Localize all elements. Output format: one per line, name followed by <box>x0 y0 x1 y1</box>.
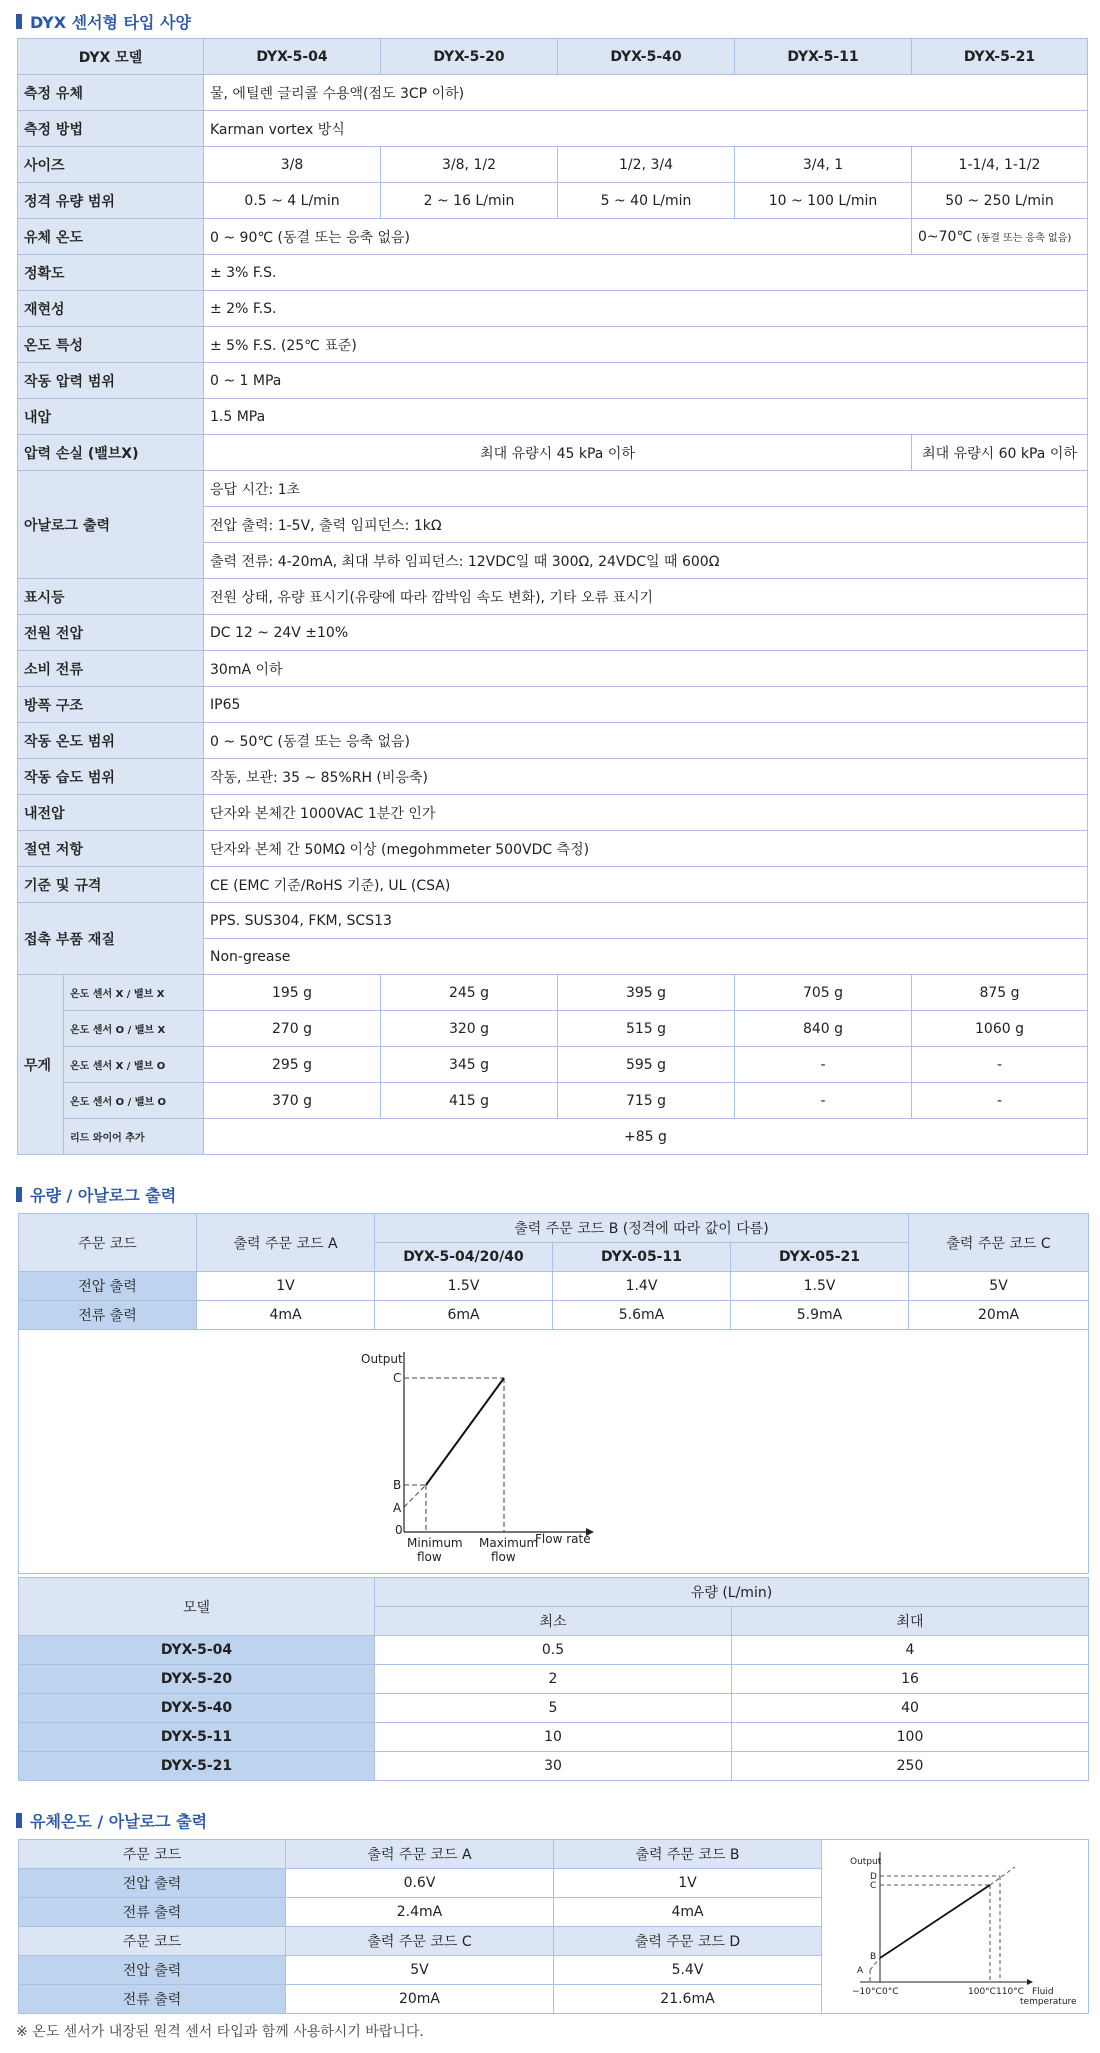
row-label: 방폭 구조 <box>18 687 204 723</box>
row-label: 정확도 <box>18 255 204 291</box>
title-bar-icon <box>16 14 22 29</box>
weight-cell: 515 g <box>558 1011 735 1047</box>
temp-output-graph <box>830 1842 1080 2012</box>
row-label: 측정 유체 <box>18 75 204 111</box>
spec-row-proof <box>18 399 1088 435</box>
x-label: Flow rate <box>534 1531 591 1546</box>
max-header: 최대 <box>732 1607 1089 1636</box>
row-value: 전원 상태, 유량 표시기(유량에 따라 깜박임 속도 변화), 기타 오류 표시기 <box>204 579 1088 615</box>
model-col: DYX-5-40 <box>558 39 735 75</box>
temp-main: 0~70℃ <box>918 228 973 245</box>
size-cell: 1-1/4, 1-1/2 <box>912 147 1088 183</box>
flow-range-row <box>19 1636 1089 1665</box>
spec-row-repeat <box>18 291 1088 327</box>
current-label: 전류 출력 <box>19 1301 197 1330</box>
max-cell: 100 <box>732 1723 1089 1752</box>
temp-section-title <box>16 1809 207 1832</box>
max-label: Maximum <box>478 1535 538 1550</box>
origin-label: 0 <box>394 1522 403 1537</box>
flow-range-row <box>19 1752 1089 1781</box>
b-model-header: DYX-5-04/20/40 <box>375 1243 553 1272</box>
weight-cell: 370 g <box>204 1083 381 1119</box>
tick-c: C <box>870 1880 877 1891</box>
x-tick-0: 0°C <box>882 1986 899 1997</box>
voltage-cell: 1V <box>554 1869 822 1898</box>
a-dashed-line <box>404 1485 426 1507</box>
weight-sub-label: 온도 센서 X / 밸브 O <box>64 1047 204 1083</box>
flow-range-row <box>19 1723 1089 1752</box>
flow-cell: 2 ~ 16 L/min <box>381 183 558 219</box>
spec-row-insulation <box>18 831 1088 867</box>
graph-y-label: Output <box>360 1351 403 1366</box>
current-cell: 5.6mA <box>553 1301 731 1330</box>
row-value: Karman vortex 방식 <box>204 111 1088 147</box>
tick-a: A <box>392 1500 401 1515</box>
spec-row-humidity <box>18 759 1088 795</box>
temp-title-text: 유체온도 / 아날로그 출력 <box>30 1812 208 1831</box>
row-value: ± 3% F.S. <box>204 255 1088 291</box>
title-bar-icon <box>16 1187 22 1202</box>
spec-row-rated-flow <box>18 183 1088 219</box>
row-label: 작동 습도 범위 <box>18 759 204 795</box>
weight-cell: 195 g <box>204 975 381 1011</box>
spec-row-loss <box>18 435 1088 471</box>
min-label-2: flow <box>416 1549 442 1564</box>
min-label: Minimum <box>406 1535 463 1550</box>
row-value: IP65 <box>204 687 1088 723</box>
row-value-21: 최대 유량시 60 kPa 이하 <box>912 435 1088 471</box>
weight-cell: - <box>912 1047 1088 1083</box>
code-d-header: 출력 주문 코드 D <box>554 1927 822 1956</box>
model-cell: DYX-5-04 <box>19 1636 375 1665</box>
size-cell: 3/8 <box>204 147 381 183</box>
row-value: 전압 출력: 1-5V, 출력 임피던스: 1kΩ <box>204 507 1088 543</box>
spec-table <box>17 38 1088 1155</box>
lead-wire-label: 리드 와이어 추가 <box>64 1119 204 1155</box>
spec-row-size <box>18 147 1088 183</box>
row-label: 표시등 <box>18 579 204 615</box>
weight-cell: 245 g <box>381 975 558 1011</box>
row-value: 최대 유량시 45 kPa 이하 <box>204 435 912 471</box>
max-cell: 4 <box>732 1636 1089 1665</box>
temp-output-table <box>18 1839 1089 2014</box>
row-value: 0 ~ 50℃ (동결 또는 응축 없음) <box>204 723 1088 759</box>
voltage-cell: 5.4V <box>554 1956 822 1985</box>
code-c-header: 출력 주문 코드 C <box>286 1927 554 1956</box>
flow-graph-cell <box>19 1330 1089 1574</box>
current-cell: 20mA <box>909 1301 1089 1330</box>
model-cell: DYX-5-40 <box>19 1694 375 1723</box>
current-cell: 20mA <box>286 1985 554 2014</box>
spec-row-accuracy <box>18 255 1088 291</box>
x-tick-100: 100°C <box>968 1986 996 1997</box>
weight-sub-label: 온도 센서 O / 밸브 X <box>64 1011 204 1047</box>
spec-section-title <box>16 10 191 33</box>
flow-output-table <box>18 1213 1089 1574</box>
flow-output-header <box>19 1214 1089 1243</box>
model-col: DYX-5-21 <box>912 39 1088 75</box>
size-cell: 1/2, 3/4 <box>558 147 735 183</box>
row-label: 아날로그 출력 <box>18 471 204 579</box>
weight-cell: 395 g <box>558 975 735 1011</box>
x-tick-110: 110°C <box>996 1986 1024 1997</box>
code-b-header: 출력 주문 코드 B (정격에 따라 값이 다름) <box>375 1214 909 1243</box>
spec-row-protect <box>18 687 1088 723</box>
temp-header-1 <box>19 1840 1089 1869</box>
spec-title-text: DYX 센서형 타입 사양 <box>30 13 191 32</box>
voltage-label: 전압 출력 <box>19 1956 286 1985</box>
row-value: 출력 전류: 4-20mA, 최대 부하 임피던스: 12VDC일 때 300Ω, 24VDC일 때 600Ω <box>204 543 1088 579</box>
min-cell: 30 <box>375 1752 732 1781</box>
weight-cell: 320 g <box>381 1011 558 1047</box>
current-cell: 5.9mA <box>731 1301 909 1330</box>
code-b-header: 출력 주문 코드 B <box>554 1840 822 1869</box>
order-code-header: 주문 코드 <box>19 1214 197 1272</box>
spec-row-analog-1 <box>18 471 1088 507</box>
min-cell: 5 <box>375 1694 732 1723</box>
weight-cell: 595 g <box>558 1047 735 1083</box>
row-label: 소비 전류 <box>18 651 204 687</box>
row-label: 정격 유량 범위 <box>18 183 204 219</box>
row-value: 응답 시간: 1초 <box>204 471 1088 507</box>
voltage-cell: 0.6V <box>286 1869 554 1898</box>
flow-graph-row <box>19 1330 1089 1574</box>
flow-cell: 50 ~ 250 L/min <box>912 183 1088 219</box>
weight-row <box>18 975 1088 1011</box>
code-a-header: 출력 주문 코드 A <box>197 1214 375 1272</box>
spec-row-temp-char <box>18 327 1088 363</box>
flow-range-table <box>18 1577 1089 1781</box>
min-cell: 10 <box>375 1723 732 1752</box>
current-label: 전류 출력 <box>19 1985 286 2014</box>
spec-row-method <box>18 111 1088 147</box>
voltage-cell: 1.5V <box>375 1272 553 1301</box>
spec-header-row <box>18 39 1088 75</box>
row-label: 유체 온도 <box>18 219 204 255</box>
flow-cell: 5 ~ 40 L/min <box>558 183 735 219</box>
row-label: 전원 전압 <box>18 615 204 651</box>
model-cell: DYX-5-21 <box>19 1752 375 1781</box>
output-line <box>880 1885 990 1958</box>
row-label: 사이즈 <box>18 147 204 183</box>
current-cell: 21.6mA <box>554 1985 822 2014</box>
weight-cell: 295 g <box>204 1047 381 1083</box>
row-value: 물, 에틸렌 글리콜 수용액(점도 3CP 이하) <box>204 75 1088 111</box>
weight-row <box>18 1047 1088 1083</box>
weight-sub-label: 온도 센서 X / 밸브 X <box>64 975 204 1011</box>
current-row <box>19 1301 1089 1330</box>
min-header: 최소 <box>375 1607 732 1636</box>
output-line <box>426 1378 504 1485</box>
row-label: 작동 온도 범위 <box>18 723 204 759</box>
weight-cell: 415 g <box>381 1083 558 1119</box>
weight-label: 무게 <box>18 975 64 1155</box>
row-value-21 <box>912 219 1088 255</box>
weight-cell: 840 g <box>735 1011 912 1047</box>
current-cell: 6mA <box>375 1301 553 1330</box>
spec-row-current <box>18 651 1088 687</box>
min-cell: 0.5 <box>375 1636 732 1665</box>
flow-cell: 0.5 ~ 4 L/min <box>204 183 381 219</box>
temp-note: (동결 또는 응축 없음) <box>976 232 1072 244</box>
lead-wire-row <box>18 1119 1088 1155</box>
row-value: ± 5% F.S. (25℃ 표준) <box>204 327 1088 363</box>
tick-c: C <box>392 1370 401 1385</box>
weight-row <box>18 1083 1088 1119</box>
spec-row-pressure-range <box>18 363 1088 399</box>
spec-row-standard <box>18 867 1088 903</box>
x-label-2: temperature <box>1020 1996 1077 2007</box>
spec-row-indicator <box>18 579 1088 615</box>
row-label: 접촉 부품 재질 <box>18 903 204 975</box>
flow-header: 유량 (L/min) <box>375 1578 1089 1607</box>
row-value: ± 2% F.S. <box>204 291 1088 327</box>
weight-sub-label: 온도 센서 O / 밸브 O <box>64 1083 204 1119</box>
model-col: DYX-5-04 <box>204 39 381 75</box>
x-label: Fluid <box>1032 1986 1054 1997</box>
weight-cell: - <box>735 1083 912 1119</box>
model-cell: DYX-5-11 <box>19 1723 375 1752</box>
row-label: 작동 압력 범위 <box>18 363 204 399</box>
row-label: 측정 방법 <box>18 111 204 147</box>
max-cell: 250 <box>732 1752 1089 1781</box>
size-cell: 3/8, 1/2 <box>381 147 558 183</box>
row-value: 0 ~ 1 MPa <box>204 363 1088 399</box>
weight-cell: 1060 g <box>912 1011 1088 1047</box>
lead-wire-value: +85 g <box>204 1119 1088 1155</box>
row-value: CE (EMC 기준/RoHS 기준), UL (CSA) <box>204 867 1088 903</box>
flow-title-text: 유량 / 아날로그 출력 <box>30 1186 177 1205</box>
row-value: 단자와 본체 간 50MΩ 이상 (megohmmeter 500VDC 측정) <box>204 831 1088 867</box>
spec-row-material-1 <box>18 903 1088 939</box>
row-value: 1.5 MPa <box>204 399 1088 435</box>
current-cell: 4mA <box>554 1898 822 1927</box>
flow-range-row <box>19 1694 1089 1723</box>
graph-y-label: Output <box>850 1856 882 1867</box>
row-label: 온도 특성 <box>18 327 204 363</box>
order-code-header: 주문 코드 <box>19 1927 286 1956</box>
b-model-header: DYX-05-21 <box>731 1243 909 1272</box>
model-header: 모델 <box>19 1578 375 1636</box>
model-header: DYX 모델 <box>18 39 204 75</box>
spec-row-fluid-temp <box>18 219 1088 255</box>
spec-row-fluid <box>18 75 1088 111</box>
current-cell: 4mA <box>197 1301 375 1330</box>
title-bar-icon <box>16 1813 22 1828</box>
spec-row-op-temp <box>18 723 1088 759</box>
flow-section-title <box>16 1183 176 1206</box>
model-col: DYX-5-11 <box>735 39 912 75</box>
voltage-cell: 1V <box>197 1272 375 1301</box>
voltage-cell: 1.4V <box>553 1272 731 1301</box>
flow-range-row <box>19 1665 1089 1694</box>
tick-d: D <box>870 1871 877 1882</box>
weight-cell: 875 g <box>912 975 1088 1011</box>
row-value: 단자와 본체간 1000VAC 1분간 인가 <box>204 795 1088 831</box>
tick-a: A <box>857 1965 864 1976</box>
model-cell: DYX-5-20 <box>19 1665 375 1694</box>
weight-cell: - <box>912 1083 1088 1119</box>
max-label-2: flow <box>490 1549 516 1564</box>
weight-cell: 270 g <box>204 1011 381 1047</box>
min-cell: 2 <box>375 1665 732 1694</box>
row-label: 기준 및 규격 <box>18 867 204 903</box>
voltage-cell: 1.5V <box>731 1272 909 1301</box>
row-label: 절연 저항 <box>18 831 204 867</box>
current-label: 전류 출력 <box>19 1898 286 1927</box>
row-value: DC 12 ~ 24V ±10% <box>204 615 1088 651</box>
row-value: 0 ~ 90℃ (동결 또는 응축 없음) <box>204 219 912 255</box>
current-cell: 2.4mA <box>286 1898 554 1927</box>
voltage-label: 전압 출력 <box>19 1869 286 1898</box>
max-cell: 16 <box>732 1665 1089 1694</box>
x-tick-m10: −10°C <box>852 1986 882 1997</box>
row-label: 내전압 <box>18 795 204 831</box>
spec-row-withstand <box>18 795 1088 831</box>
row-value: 30mA 이하 <box>204 651 1088 687</box>
row-label: 내압 <box>18 399 204 435</box>
flow-range-header <box>19 1578 1089 1607</box>
voltage-label: 전압 출력 <box>19 1272 197 1301</box>
weight-cell: 715 g <box>558 1083 735 1119</box>
spec-row-power <box>18 615 1088 651</box>
row-value: 작동, 보관: 35 ~ 85%RH (비응축) <box>204 759 1088 795</box>
footnote: ※ 온도 센서가 내장된 원격 센서 타입과 함께 사용하시기 바랍니다. <box>16 2024 424 2040</box>
voltage-cell: 5V <box>909 1272 1089 1301</box>
model-col: DYX-5-20 <box>381 39 558 75</box>
flow-cell: 10 ~ 100 L/min <box>735 183 912 219</box>
max-cell: 40 <box>732 1694 1089 1723</box>
row-value: Non-grease <box>204 939 1088 975</box>
row-value: PPS. SUS304, FKM, SCS13 <box>204 903 1088 939</box>
x-arrow-icon <box>1027 1979 1033 1985</box>
code-a-header: 출력 주문 코드 A <box>286 1840 554 1869</box>
temp-graph-cell <box>822 1840 1089 2014</box>
weight-row <box>18 1011 1088 1047</box>
row-label: 재현성 <box>18 291 204 327</box>
size-cell: 3/4, 1 <box>735 147 912 183</box>
order-code-header: 주문 코드 <box>19 1840 286 1869</box>
voltage-row <box>19 1272 1089 1301</box>
code-c-header: 출력 주문 코드 C <box>909 1214 1089 1272</box>
flow-output-graph <box>349 1337 669 1567</box>
weight-cell: 345 g <box>381 1047 558 1083</box>
tick-b: B <box>392 1477 401 1492</box>
b-model-header: DYX-05-11 <box>553 1243 731 1272</box>
tick-b: B <box>870 1951 877 1962</box>
weight-cell: - <box>735 1047 912 1083</box>
row-label: 압력 손실 (밸브X) <box>18 435 204 471</box>
voltage-cell: 5V <box>286 1956 554 1985</box>
weight-cell: 705 g <box>735 975 912 1011</box>
